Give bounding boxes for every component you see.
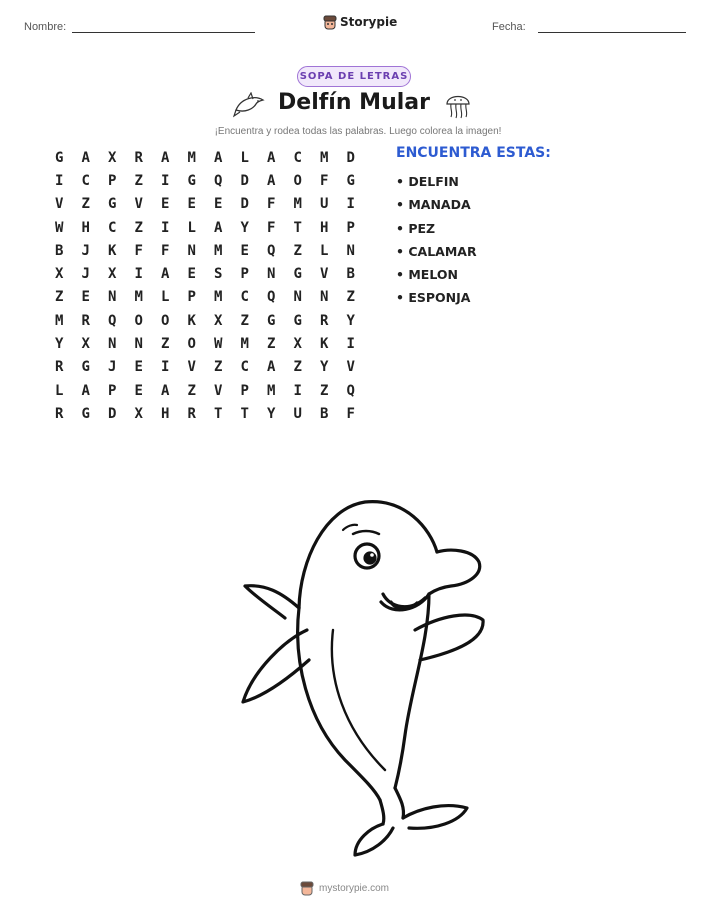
grid-row [46, 402, 364, 425]
grid-cell[interactable]: N [267, 266, 276, 283]
grid-cell[interactable]: T [240, 405, 249, 422]
grid-cell[interactable]: Q [214, 172, 223, 189]
grid-cell[interactable]: E [187, 196, 196, 213]
grid-cell[interactable]: K [108, 242, 117, 259]
grid-cell[interactable]: M [187, 149, 196, 166]
grid-cell[interactable]: F [320, 172, 329, 189]
grid-cell[interactable]: Z [161, 336, 170, 353]
grid-cell[interactable]: F [346, 405, 355, 422]
grid-cell[interactable]: N [108, 336, 117, 353]
grid-cell[interactable]: M [214, 289, 223, 306]
grid-cell[interactable]: C [81, 172, 90, 189]
grid-cell[interactable]: A [161, 266, 170, 283]
word-item: • PEZ [396, 220, 436, 236]
grid-cell[interactable]: J [81, 242, 90, 259]
grid-cell[interactable]: T [293, 219, 302, 236]
grid-cell[interactable]: I [346, 196, 355, 213]
grid-cell[interactable]: M [214, 242, 223, 259]
grid-cell[interactable]: G [346, 172, 355, 189]
grid-cell[interactable]: I [161, 359, 170, 376]
grid-cell[interactable]: T [214, 405, 223, 422]
grid-cell[interactable]: Y [240, 219, 249, 236]
instructions: ¡Encuentra y rodea todas las palabras. Luego colorea la imagen! [214, 126, 502, 137]
name-line [72, 32, 255, 33]
grid-cell[interactable]: M [320, 149, 329, 166]
grid-cell[interactable]: G [81, 359, 90, 376]
grid-cell[interactable]: L [320, 242, 329, 259]
grid-row [46, 216, 364, 239]
grid-row [46, 262, 364, 285]
grid-row [46, 193, 364, 216]
jellyfish-icon [442, 90, 474, 120]
grid-row [46, 379, 364, 402]
dolphin-coloring-illustration [215, 490, 495, 860]
grid-cell[interactable]: D [108, 405, 117, 422]
grid-cell[interactable]: R [134, 149, 143, 166]
grid-cell[interactable]: D [346, 149, 355, 166]
grid-cell[interactable]: G [293, 266, 302, 283]
grid-cell[interactable]: V [320, 266, 329, 283]
grid-cell[interactable]: C [240, 289, 249, 306]
grid-cell[interactable]: F [267, 196, 276, 213]
grid-cell[interactable]: B [55, 242, 64, 259]
grid-cell[interactable]: Q [267, 289, 276, 306]
word-item: • CALAMAR [396, 243, 477, 259]
grid-cell[interactable]: Z [320, 382, 329, 399]
grid-cell[interactable]: X [108, 266, 117, 283]
grid-cell[interactable]: O [187, 336, 196, 353]
grid-cell[interactable]: H [161, 405, 170, 422]
grid-cell[interactable]: X [134, 405, 143, 422]
grid-cell[interactable]: L [55, 382, 64, 399]
grid-cell[interactable]: A [214, 219, 223, 236]
word-item: • MELON [396, 267, 458, 283]
grid-cell[interactable]: W [55, 219, 64, 236]
grid-cell[interactable]: A [267, 172, 276, 189]
grid-cell[interactable]: V [214, 382, 223, 399]
grid-cell[interactable]: Z [293, 242, 302, 259]
grid-cell[interactable]: D [240, 196, 249, 213]
grid-cell[interactable]: E [240, 242, 249, 259]
grid-cell[interactable]: I [161, 219, 170, 236]
grid-cell[interactable]: P [240, 266, 249, 283]
grid-cell[interactable]: L [187, 219, 196, 236]
grid-cell[interactable]: Y [320, 359, 329, 376]
grid-cell[interactable]: I [134, 266, 143, 283]
grid-cell[interactable]: J [81, 266, 90, 283]
grid-row [46, 356, 364, 379]
grid-row [46, 146, 364, 169]
grid-cell[interactable]: X [55, 266, 64, 283]
grid-cell[interactable]: M [55, 312, 64, 329]
grid-cell[interactable]: A [81, 149, 90, 166]
grid-cell[interactable]: P [108, 382, 117, 399]
grid-cell[interactable]: F [267, 219, 276, 236]
name-label: Nombre: [24, 21, 67, 33]
grid-cell[interactable]: C [240, 359, 249, 376]
grid-cell[interactable]: L [240, 149, 249, 166]
grid-cell[interactable]: J [108, 359, 117, 376]
grid-cell[interactable]: B [320, 405, 329, 422]
grid-cell[interactable]: P [108, 172, 117, 189]
grid-cell[interactable]: Y [267, 405, 276, 422]
grid-cell[interactable]: Y [55, 336, 64, 353]
grid-cell[interactable]: V [134, 196, 143, 213]
grid-cell[interactable]: N [320, 289, 329, 306]
brand-name: Storypie [340, 15, 398, 29]
date-label: Fecha: [492, 21, 526, 33]
grid-cell[interactable]: Z [187, 382, 196, 399]
grid-cell[interactable]: M [240, 336, 249, 353]
grid-cell[interactable]: I [161, 172, 170, 189]
grid-cell[interactable]: X [81, 336, 90, 353]
grid-cell[interactable]: G [267, 312, 276, 329]
activity-badge: SOPA DE LETRAS [297, 66, 411, 87]
grid-cell[interactable]: B [346, 266, 355, 283]
word-list [396, 170, 477, 310]
grid-cell[interactable]: V [187, 359, 196, 376]
grid-cell[interactable]: Q [267, 242, 276, 259]
grid-row [46, 169, 364, 192]
grid-cell[interactable]: X [214, 312, 223, 329]
grid-cell[interactable]: Z [346, 289, 355, 306]
grid-cell[interactable]: K [320, 336, 329, 353]
word-search-grid [46, 146, 364, 426]
grid-cell[interactable]: E [134, 359, 143, 376]
grid-cell[interactable]: E [81, 289, 90, 306]
grid-cell[interactable]: N [187, 242, 196, 259]
grid-cell[interactable]: G [293, 312, 302, 329]
footer [300, 880, 410, 896]
grid-cell[interactable]: O [134, 312, 143, 329]
grid-cell[interactable]: H [320, 219, 329, 236]
grid-cell[interactable]: M [134, 289, 143, 306]
grid-cell[interactable]: G [108, 196, 117, 213]
grid-cell[interactable]: I [55, 172, 64, 189]
grid-cell[interactable]: O [293, 172, 302, 189]
grid-row [46, 309, 364, 332]
grid-cell[interactable]: A [81, 382, 90, 399]
grid-row [46, 239, 364, 262]
grid-cell[interactable]: R [81, 312, 90, 329]
grid-cell[interactable]: E [134, 382, 143, 399]
grid-cell[interactable]: Q [108, 312, 117, 329]
grid-cell[interactable]: R [55, 359, 64, 376]
grid-cell[interactable]: Z [55, 289, 64, 306]
storypie-mascot-icon [300, 880, 314, 896]
grid-cell[interactable]: C [293, 149, 302, 166]
word-item: • ESPONJA [396, 290, 471, 306]
grid-cell[interactable]: Z [267, 336, 276, 353]
grid-cell[interactable]: Z [293, 359, 302, 376]
footer-url[interactable]: mystorypie.com [319, 882, 390, 894]
brand-logo [323, 14, 397, 30]
grid-cell[interactable]: A [161, 149, 170, 166]
storypie-mascot-icon [323, 14, 337, 30]
grid-cell[interactable]: Y [346, 312, 355, 329]
grid-cell[interactable]: A [267, 149, 276, 166]
grid-cell[interactable]: M [267, 382, 276, 399]
grid-cell[interactable]: Z [214, 359, 223, 376]
grid-cell[interactable]: K [187, 312, 196, 329]
grid-cell[interactable]: Z [134, 219, 143, 236]
grid-cell[interactable]: O [161, 312, 170, 329]
grid-cell[interactable]: E [161, 196, 170, 213]
grid-cell[interactable]: H [81, 219, 90, 236]
grid-cell[interactable]: S [214, 266, 223, 283]
grid-cell[interactable]: G [187, 172, 196, 189]
grid-cell[interactable]: P [240, 382, 249, 399]
grid-cell[interactable]: R [320, 312, 329, 329]
grid-row [46, 332, 364, 355]
grid-cell[interactable]: X [108, 149, 117, 166]
grid-cell[interactable]: I [293, 382, 302, 399]
grid-cell[interactable]: W [214, 336, 223, 353]
grid-cell[interactable]: N [346, 242, 355, 259]
grid-cell[interactable]: R [55, 405, 64, 422]
grid-row [46, 286, 364, 309]
grid-cell[interactable]: G [81, 405, 90, 422]
grid-cell[interactable]: I [346, 336, 355, 353]
grid-cell[interactable]: Q [346, 382, 355, 399]
grid-cell[interactable]: D [240, 172, 249, 189]
word-item: • DELFIN [396, 174, 459, 189]
grid-cell[interactable]: A [267, 359, 276, 376]
grid-cell[interactable]: A [161, 382, 170, 399]
grid-cell[interactable]: Z [134, 172, 143, 189]
date-line [538, 32, 686, 33]
grid-cell[interactable]: X [293, 336, 302, 353]
grid-cell[interactable]: N [293, 289, 302, 306]
grid-cell[interactable]: E [187, 266, 196, 283]
grid-cell[interactable]: Z [81, 196, 90, 213]
grid-cell[interactable]: N [108, 289, 117, 306]
grid-cell[interactable]: V [55, 196, 64, 213]
grid-cell[interactable]: G [55, 149, 64, 166]
grid-cell[interactable]: A [214, 149, 223, 166]
grid-cell[interactable]: L [161, 289, 170, 306]
grid-cell[interactable]: U [320, 196, 329, 213]
page-title: Delfín Mular [278, 90, 430, 115]
grid-cell[interactable]: P [346, 219, 355, 236]
grid-cell[interactable]: U [293, 405, 302, 422]
grid-cell[interactable]: C [108, 219, 117, 236]
grid-cell[interactable]: F [161, 242, 170, 259]
grid-cell[interactable]: Z [240, 312, 249, 329]
grid-cell[interactable]: E [214, 196, 223, 213]
grid-cell[interactable]: N [134, 336, 143, 353]
grid-cell[interactable]: F [134, 242, 143, 259]
grid-cell[interactable]: V [346, 359, 355, 376]
word-list-title: ENCUENTRA ESTAS: [396, 145, 551, 161]
grid-cell[interactable]: R [187, 405, 196, 422]
word-item: • MANADA [396, 197, 471, 213]
grid-cell[interactable]: M [293, 196, 302, 213]
grid-cell[interactable]: P [187, 289, 196, 306]
